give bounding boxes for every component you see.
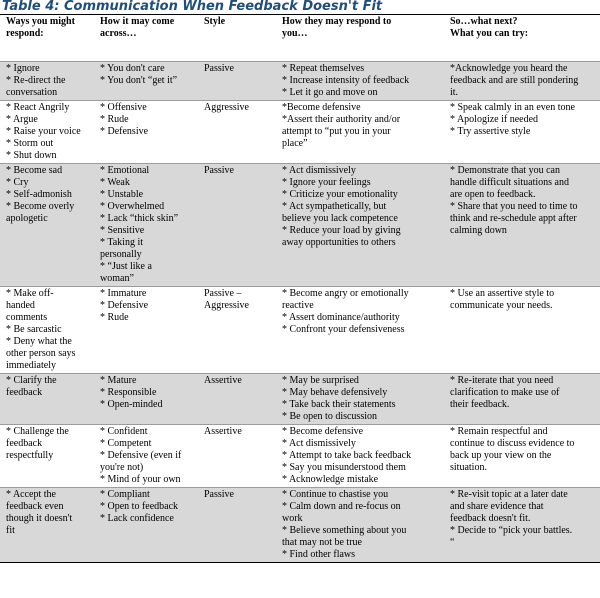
cell-line: * Raise your voice — [6, 126, 81, 137]
cell-line: * Let it go and move on — [282, 87, 378, 98]
cell-line: * Defensive — [100, 300, 149, 311]
cell-next-step — [444, 374, 600, 425]
header-line: How they may respond to — [282, 16, 392, 27]
column-header-their-response — [276, 15, 444, 62]
cell-line: * Emotional — [100, 165, 150, 176]
cell-line: * Re-visit topic at a later date — [450, 489, 568, 500]
cell-style — [198, 62, 276, 101]
cell-line: * May be surprised — [282, 375, 359, 386]
cell-line: * Rude — [100, 114, 129, 125]
cell-line: * Remain respectful and — [450, 426, 548, 437]
cell-line: * Increase intensity of feedback — [282, 75, 410, 86]
cell-line: * You don't care — [100, 63, 165, 74]
header-line: So…what next? — [450, 16, 518, 27]
cell-response — [0, 488, 94, 563]
cell-line: away opportunities to others — [282, 237, 396, 248]
cell-their-response — [276, 62, 444, 101]
cell-line: * Challenge the — [6, 426, 69, 437]
cell-line: Passive — [204, 489, 234, 500]
cell-line: reactive — [282, 300, 314, 311]
cell-style — [198, 101, 276, 164]
cell-line: feedback even — [6, 501, 64, 512]
cell-next-step — [444, 425, 600, 488]
cell-line: * Find other flaws — [282, 549, 356, 560]
cell-line: handed — [6, 300, 35, 311]
cell-line: you're not) — [100, 462, 144, 473]
table-row — [0, 425, 600, 488]
cell-line: * “Just like a — [100, 261, 152, 272]
cell-line: immediately — [6, 360, 56, 371]
cell-line: fit — [6, 525, 15, 536]
cell-response — [0, 62, 94, 101]
table-body — [0, 62, 600, 563]
cell-line: * Repeat themselves — [282, 63, 365, 74]
cell-line: it. — [450, 87, 459, 98]
cell-line: are open to feedback. — [450, 189, 536, 200]
cell-line: their feedback. — [450, 399, 510, 410]
cell-line: * Try assertive style — [450, 126, 531, 137]
cell-line: * Make off- — [6, 288, 54, 299]
cell-line: * Calm down and re-focus on — [282, 501, 401, 512]
cell-line: apologetic — [6, 213, 48, 224]
cell-next-step — [444, 488, 600, 563]
cell-line: * Become defensive — [282, 426, 364, 437]
cell-perception — [94, 164, 198, 287]
cell-line: Assertive — [204, 375, 242, 386]
cell-response — [0, 164, 94, 287]
cell-line: * Become angry or emotionally — [282, 288, 409, 299]
cell-line: * Ignore your feelings — [282, 177, 371, 188]
cell-line: * May behave defensively — [282, 387, 388, 398]
cell-line: * Become overly — [6, 201, 75, 212]
column-header-perception — [94, 15, 198, 62]
cell-line: feedback — [6, 438, 43, 449]
cell-line: * Ignore — [6, 63, 40, 74]
cell-line: * Take back their statements — [282, 399, 396, 410]
cell-style — [198, 287, 276, 374]
cell-perception — [94, 62, 198, 101]
cell-line: * Overwhelmed — [100, 201, 165, 212]
cell-line: * Demonstrate that you can — [450, 165, 560, 176]
cell-line: *Become defensive — [282, 102, 361, 113]
cell-line: though it doesn't — [6, 513, 73, 524]
cell-line: * Defensive (even if — [100, 450, 182, 461]
cell-line: * Taking it — [100, 237, 144, 248]
cell-line: * Lack confidence — [100, 513, 174, 524]
cell-line: * Mature — [100, 375, 137, 386]
cell-line: * Clarify the — [6, 375, 57, 386]
table-row — [0, 488, 600, 563]
cell-line: *Acknowledge you heard the — [450, 63, 568, 74]
cell-line: * Defensive — [100, 126, 149, 137]
cell-line: * Acknowledge mistake — [282, 474, 379, 485]
cell-line: * Confident — [100, 426, 148, 437]
cell-next-step — [444, 164, 600, 287]
cell-line: communicate your needs. — [450, 300, 553, 311]
cell-line: * Rude — [100, 312, 129, 323]
cell-their-response — [276, 164, 444, 287]
cell-line: * Offensive — [100, 102, 147, 113]
cell-line: * Reduce your load by giving — [282, 225, 401, 236]
header-line: Ways you might — [6, 16, 75, 27]
cell-perception — [94, 488, 198, 563]
cell-line: think and re-schedule appt after — [450, 213, 577, 224]
cell-style — [198, 488, 276, 563]
cell-line: * Lack “thick skin” — [100, 213, 179, 224]
table-row — [0, 287, 600, 374]
cell-line: * Confront your defensiveness — [282, 324, 405, 335]
cell-line: personally — [100, 249, 142, 260]
cell-perception — [94, 374, 198, 425]
cell-line: * Shut down — [6, 150, 57, 161]
cell-line: * Attempt to take back feedback — [282, 450, 412, 461]
header-line: Style — [204, 16, 226, 27]
cell-their-response — [276, 374, 444, 425]
cell-line: that may not be true — [282, 537, 362, 548]
cell-line: * Weak — [100, 177, 130, 188]
cell-response — [0, 101, 94, 164]
cell-line: * Re-iterate that you need — [450, 375, 554, 386]
cell-style — [198, 374, 276, 425]
cell-line: * Competent — [100, 438, 152, 449]
cell-line: * Become sad — [6, 165, 63, 176]
cell-line: * Believe something about you — [282, 525, 407, 536]
cell-line: “ — [450, 537, 455, 548]
cell-line: conversation — [6, 87, 58, 98]
column-header-style — [198, 15, 276, 62]
cell-line: * Cry — [6, 177, 29, 188]
cell-line: Passive – — [204, 288, 242, 299]
header-line: What you can try: — [450, 28, 529, 39]
cell-line: * Sensitive — [100, 225, 145, 236]
cell-line: back up your view on the — [450, 450, 552, 461]
cell-line: and share evidence that — [450, 501, 544, 512]
cell-line: respectfully — [6, 450, 54, 461]
header-row — [0, 15, 600, 62]
feedback-table — [0, 14, 600, 563]
cell-line: place” — [282, 138, 308, 149]
cell-line: * Compliant — [100, 489, 150, 500]
cell-next-step — [444, 287, 600, 374]
table-row — [0, 164, 600, 287]
cell-line: * React Angrily — [6, 102, 70, 113]
cell-line: * Apologize if needed — [450, 114, 539, 125]
cell-line: comments — [6, 312, 48, 323]
cell-perception — [94, 101, 198, 164]
cell-line: clarification to make use of — [450, 387, 560, 398]
column-header-response — [0, 15, 94, 62]
cell-line: feedback — [6, 387, 43, 398]
cell-line: * Immature — [100, 288, 147, 299]
cell-line: Assertive — [204, 426, 242, 437]
table-row — [0, 62, 600, 101]
cell-line: * Open-minded — [100, 399, 163, 410]
cell-line: *Assert their authority and/or — [282, 114, 401, 125]
cell-line: * Mind of your own — [100, 474, 181, 485]
cell-line: believe you lack competence — [282, 213, 398, 224]
cell-line: * Accept the — [6, 489, 56, 500]
cell-line: * Act sympathetically, but — [282, 201, 387, 212]
cell-perception — [94, 425, 198, 488]
cell-line: attempt to “put you in your — [282, 126, 391, 137]
cell-line: * Share that you need to time to — [450, 201, 578, 212]
cell-response — [0, 374, 94, 425]
cell-line: * Storm out — [6, 138, 54, 149]
cell-line: Passive — [204, 165, 234, 176]
cell-response — [0, 425, 94, 488]
cell-style — [198, 164, 276, 287]
header-line: across… — [100, 28, 137, 39]
cell-line: * Use an assertive style to — [450, 288, 555, 299]
cell-line: feedback doesn't fit. — [450, 513, 531, 524]
cell-line: continue to discuss evidence to — [450, 438, 575, 449]
cell-next-step — [444, 62, 600, 101]
cell-perception — [94, 287, 198, 374]
header-line: respond: — [6, 28, 44, 39]
cell-line: * Be open to discussion — [282, 411, 377, 422]
cell-line: * Deny what the — [6, 336, 72, 347]
cell-line: Aggressive — [204, 102, 249, 113]
cell-line: * Unstable — [100, 189, 144, 200]
cell-line: feedback and are still pondering — [450, 75, 579, 86]
header-line: How it may come — [100, 16, 175, 27]
header-line: you… — [282, 28, 308, 39]
cell-line: calming down — [450, 225, 507, 236]
table-caption: Table 4: Communication When Feedback Doesn't Fit — [2, 0, 383, 14]
cell-their-response — [276, 488, 444, 563]
cell-line: * You don't “get it” — [100, 75, 178, 86]
cell-line: * Open to feedback — [100, 501, 179, 512]
cell-line: * Be sarcastic — [6, 324, 62, 335]
cell-line: situation. — [450, 462, 487, 473]
cell-line: * Assert dominance/authority — [282, 312, 400, 323]
cell-line: * Argue — [6, 114, 38, 125]
cell-line: * Say you misunderstood them — [282, 462, 406, 473]
cell-line: * Decide to “pick your battles. — [450, 525, 573, 536]
cell-next-step — [444, 101, 600, 164]
cell-line: * Continue to chastise you — [282, 489, 389, 500]
table-row — [0, 101, 600, 164]
cell-line: other person says — [6, 348, 76, 359]
cell-style — [198, 425, 276, 488]
column-header-next-step — [444, 15, 600, 62]
cell-line: * Act dismissively — [282, 438, 356, 449]
cell-line: handle difficult situations and — [450, 177, 569, 188]
cell-their-response — [276, 101, 444, 164]
cell-their-response — [276, 287, 444, 374]
cell-line: woman” — [100, 273, 134, 284]
cell-response — [0, 287, 94, 374]
cell-line: Passive — [204, 63, 234, 74]
cell-line: * Speak calmly in an even tone — [450, 102, 575, 113]
cell-line: * Criticize your emotionality — [282, 189, 398, 200]
cell-line: work — [282, 513, 303, 524]
table-row — [0, 374, 600, 425]
cell-their-response — [276, 425, 444, 488]
cell-line: * Act dismissively — [282, 165, 356, 176]
cell-line: * Responsible — [100, 387, 157, 398]
cell-line: * Self-admonish — [6, 189, 72, 200]
cell-line: * Re-direct the — [6, 75, 66, 86]
cell-line: Aggressive — [204, 300, 249, 311]
